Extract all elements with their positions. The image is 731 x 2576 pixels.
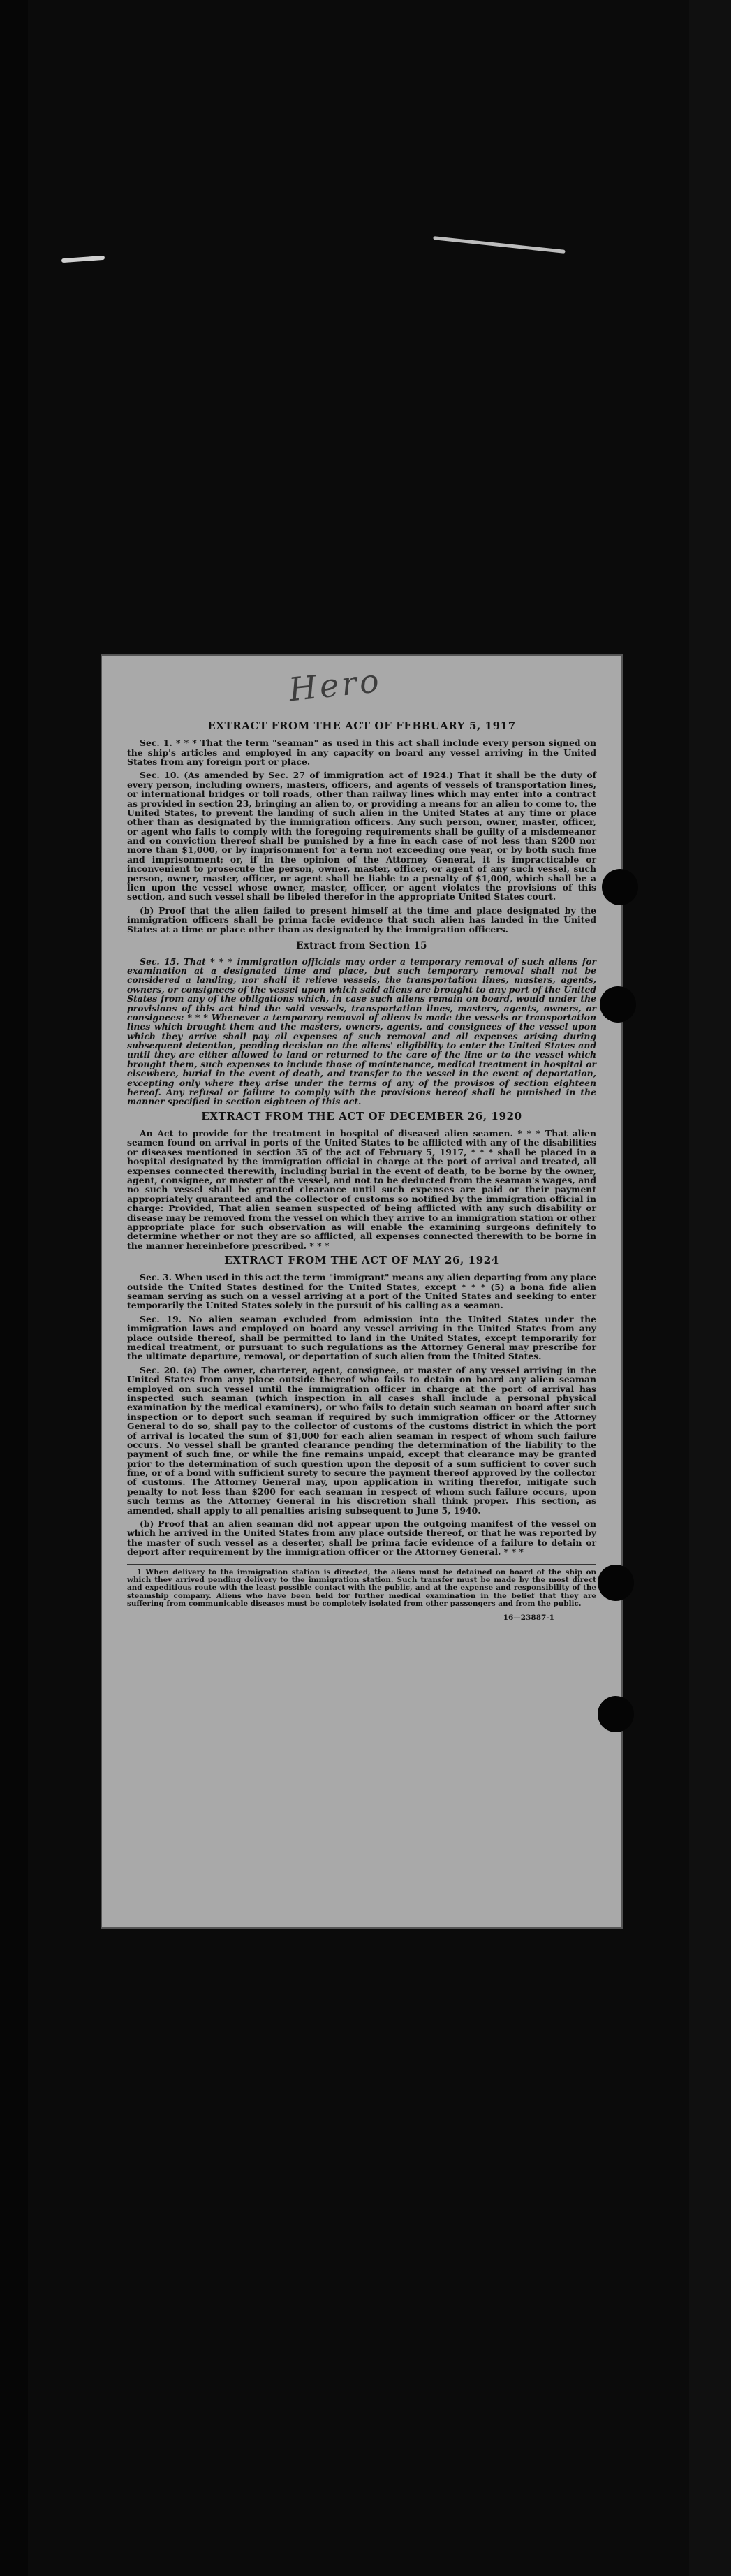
section-20-text: Sec. 20. (a) The owner, charterer, agent, consignee, or master of any vessel arriving in the United States from any place outside thereof who fails to detain on board any alien seaman employed on such vessel until the immigration officer in charge at the port of arrival has inspected such seaman (which inspection in all cases shall include a personal physical examination by the medical examiners), or who fails to detain such seaman on board after such inspection or to deport such seaman if required by such immigration officer or the Attorney General to do so, shall pay to the collector of customs of the customs district in which the port of arrival is located the sum of $1,000 for each alien seaman in respect of whom such failure occurs. No vessel shall be granted clearance pending the determination of the liability to the payment of such fine, or while the fine remains unpaid, except that clearance may be granted prior to the determination of such question upon the deposit of a sum sufficient to cover such fine, or of a bond with sufficient surety to secure the payment thereof approved by the collector of customs. The Attorney General may, upon application in writing therefor, mitigate such penalty to not less than $200 for each seaman in respect of whom such failure occurs, upon such terms as the Attorney General in his discretion shall think proper. This section, as amended, shall apply to all penalties arising subsequent to June 5, 1940. (127, 1364, 596, 1516)
section-15-text: Sec. 15. That * * * immigration officials may order a temporary removal of such aliens for examination at a designated time and place, but such temporary removal shall not be considered a landing, nor shall it relieve vessels, the transportation lines, masters, agents, owners, or consignees of the vessel upon which said aliens are brought to any port of the United States from any of the obligations which, in case such aliens remain on board, would under the provisions of this act bind the said vessels, transportation lines, masters, agents, owners, or consignees: * * * Whenever a temporary removal of aliens is made the vessels or transportation lines which brought them and the masters, owners, agents, and consignees of the vessel upon which they arrive shall pay all expenses of such removal and all expenses arising during subsequent detention, pending decision on the aliens' eligibility to enter the United States and until they are either allowed to land or returned to the care of the line or to the vessel which brought them, such expenses to include those of maintenance, medical treatment in hospital or elsewhere, burial in the event of death, and transfer to the vessel in the event of deportation, excepting only where they arise under the terms of any of the provisos of section eighteen hereof. Any refusal or failure to comply with the provisions hereof shall be punished in the manner specified in section eighteen of this act. (127, 956, 596, 1107)
scan-right-edge (689, 0, 731, 2576)
punch-hole (600, 986, 636, 1023)
section-10-text: Sec. 10. (As amended by Sec. 27 of immigration act of 1924.) That it shall be the duty of every person, including owners, masters, officers, and agents of vessels of transportation lines, or international bridges or toll roads, other than railway lines which may enter into a contract as provided in section 23, bringing an alien to, or providing a means for an alien to come to, the United States, to prevent the landing of such alien in the United States at any time or place other than as designated by the immigration officers. Any such person, owner, master, officer, or agent who fails to comply with the foregoing requirements shall be guilty of a misdemeanor and on conviction thereof shall be punished by a fine in each case of not less than $200 nor more than $1,000, or by imprisonment for a term not exceeding one year, or by both such fine and imprisonment; or, if in the opinion of the Attorney General, it is impracticable or inconvenient to prosecute the person, owner, master, officer, or agent of any such vessel, such person, owner, master, officer, or agent shall be liable to a penalty of $1,000, which shall be a lien upon the vessel whose owner, master, officer, or agent violates the provisions of this section, and such vessel shall be libeled therefor in the appropriate United States court. (127, 770, 596, 902)
paper-scrap-left (61, 256, 105, 263)
section-20b-text: (b) Proof that an alien seaman did not appear upon the outgoing manifest of the vessel on which he arrived in the United States from any place outside thereof, or that he was reported by the master of such vessel as a deserter, shall be prima facie evidence of a failure to detain or deport after requirement by the immigration officer or the Attorney General. * * * (127, 1518, 596, 1558)
punch-hole (602, 869, 638, 905)
section-19-text: Sec. 19. No alien seaman excluded from admission into the United States under the immigration laws and employed on board any vessel arriving in the United States from any place outside thereof, shall be permitted to land in the United States, except temporarily for medical treatment, or pursuant to such regulations as the Attorney General may prescribe for the ultimate departure, removal, or deportation of such alien from the United States. (127, 1313, 596, 1362)
handwritten-annotation: Hero (287, 661, 384, 709)
heading-section-15: Extract from Section 15 (296, 940, 427, 951)
document-body (127, 716, 596, 1622)
heading-act-1920: EXTRACT FROM THE ACT OF DECEMBER 26, 1920 (201, 1109, 522, 1122)
document-page (101, 654, 623, 1929)
section-1-text: Sec. 1. * * * That the term "seaman" as used in this act shall include every person signed on the ship's articles and employed in any capacity on board any vessel arriving in the United States from any foreign port or place. (127, 738, 596, 767)
paper-scrap-right (433, 236, 565, 254)
heading-act-1917: EXTRACT FROM THE ACT OF FEBRUARY 5, 1917 (207, 719, 516, 732)
heading-act-1924: EXTRACT FROM THE ACT OF MAY 26, 1924 (224, 1254, 499, 1267)
act-1920-text: An Act to provide for the treatment in hospital of diseased alien seamen. * * * That alien seamen found on arrival in ports of the United States to be afflicted with any of the disabilities or diseases mentioned in section 35 of the act of February 5, 1917, * * * shall be placed in a hospital designated by the immigration official in charge at the port of arrival and treated, all expenses connected therewith, including burial in the event of death, to be borne by the owner, agent, consignee, or master of the vessel, and not to be deducted from the seaman's wages, and no such vessel shall be granted clearance until such expenses are paid or their payment appropriately guaranteed and the collector of customs so notified by the immigration official in charge: Provided, That alien seamen suspected of being afflicted with any such disability or disease may be removed from the vessel on which they arrive to an immigration station or other appropriate place for such observation as will enable the examining surgeons definitely to determine whether or not they are so afflicted, all expenses connected therewith to be borne in the manner hereinbefore prescribed. * * * (127, 1128, 596, 1251)
footnote-text: 1 When delivery to the immigration station is directed, the aliens must be detained on board of the ship on which they arrived pending delivery to the immigration station. Such transfer must be made by the most direct and expeditious route with the least possible contact with the public, and at the expense and responsibility of the steamship company. Aliens who have been held for further medical examination in the belief that they are suffering from communicable diseases must be completely isolated from other passengers and from the public. (127, 1567, 596, 1609)
print-code: 16—23887-1 (503, 1613, 554, 1622)
scan-left-edge (0, 0, 28, 2576)
section-3-text: Sec. 3. When used in this act the term "immigrant" means any alien departing from any place outside the United States destined for the United States, except * * * (5) a bona fide alien seaman serving as such on a vessel arriving at a port of the United States and seeking to enter temporarily the United States solely in the pursuit of his calling as a seaman. (127, 1272, 596, 1311)
footnote (127, 1564, 596, 1609)
punch-hole (598, 1696, 634, 1732)
punch-hole (598, 1565, 634, 1601)
section-10b-text: (b) Proof that the alien failed to present himself at the time and place designated by the immigration officers shall be prima facie evidence that such alien has landed in the United States at a time or place other than as designated by the immigration officers. (127, 905, 596, 935)
